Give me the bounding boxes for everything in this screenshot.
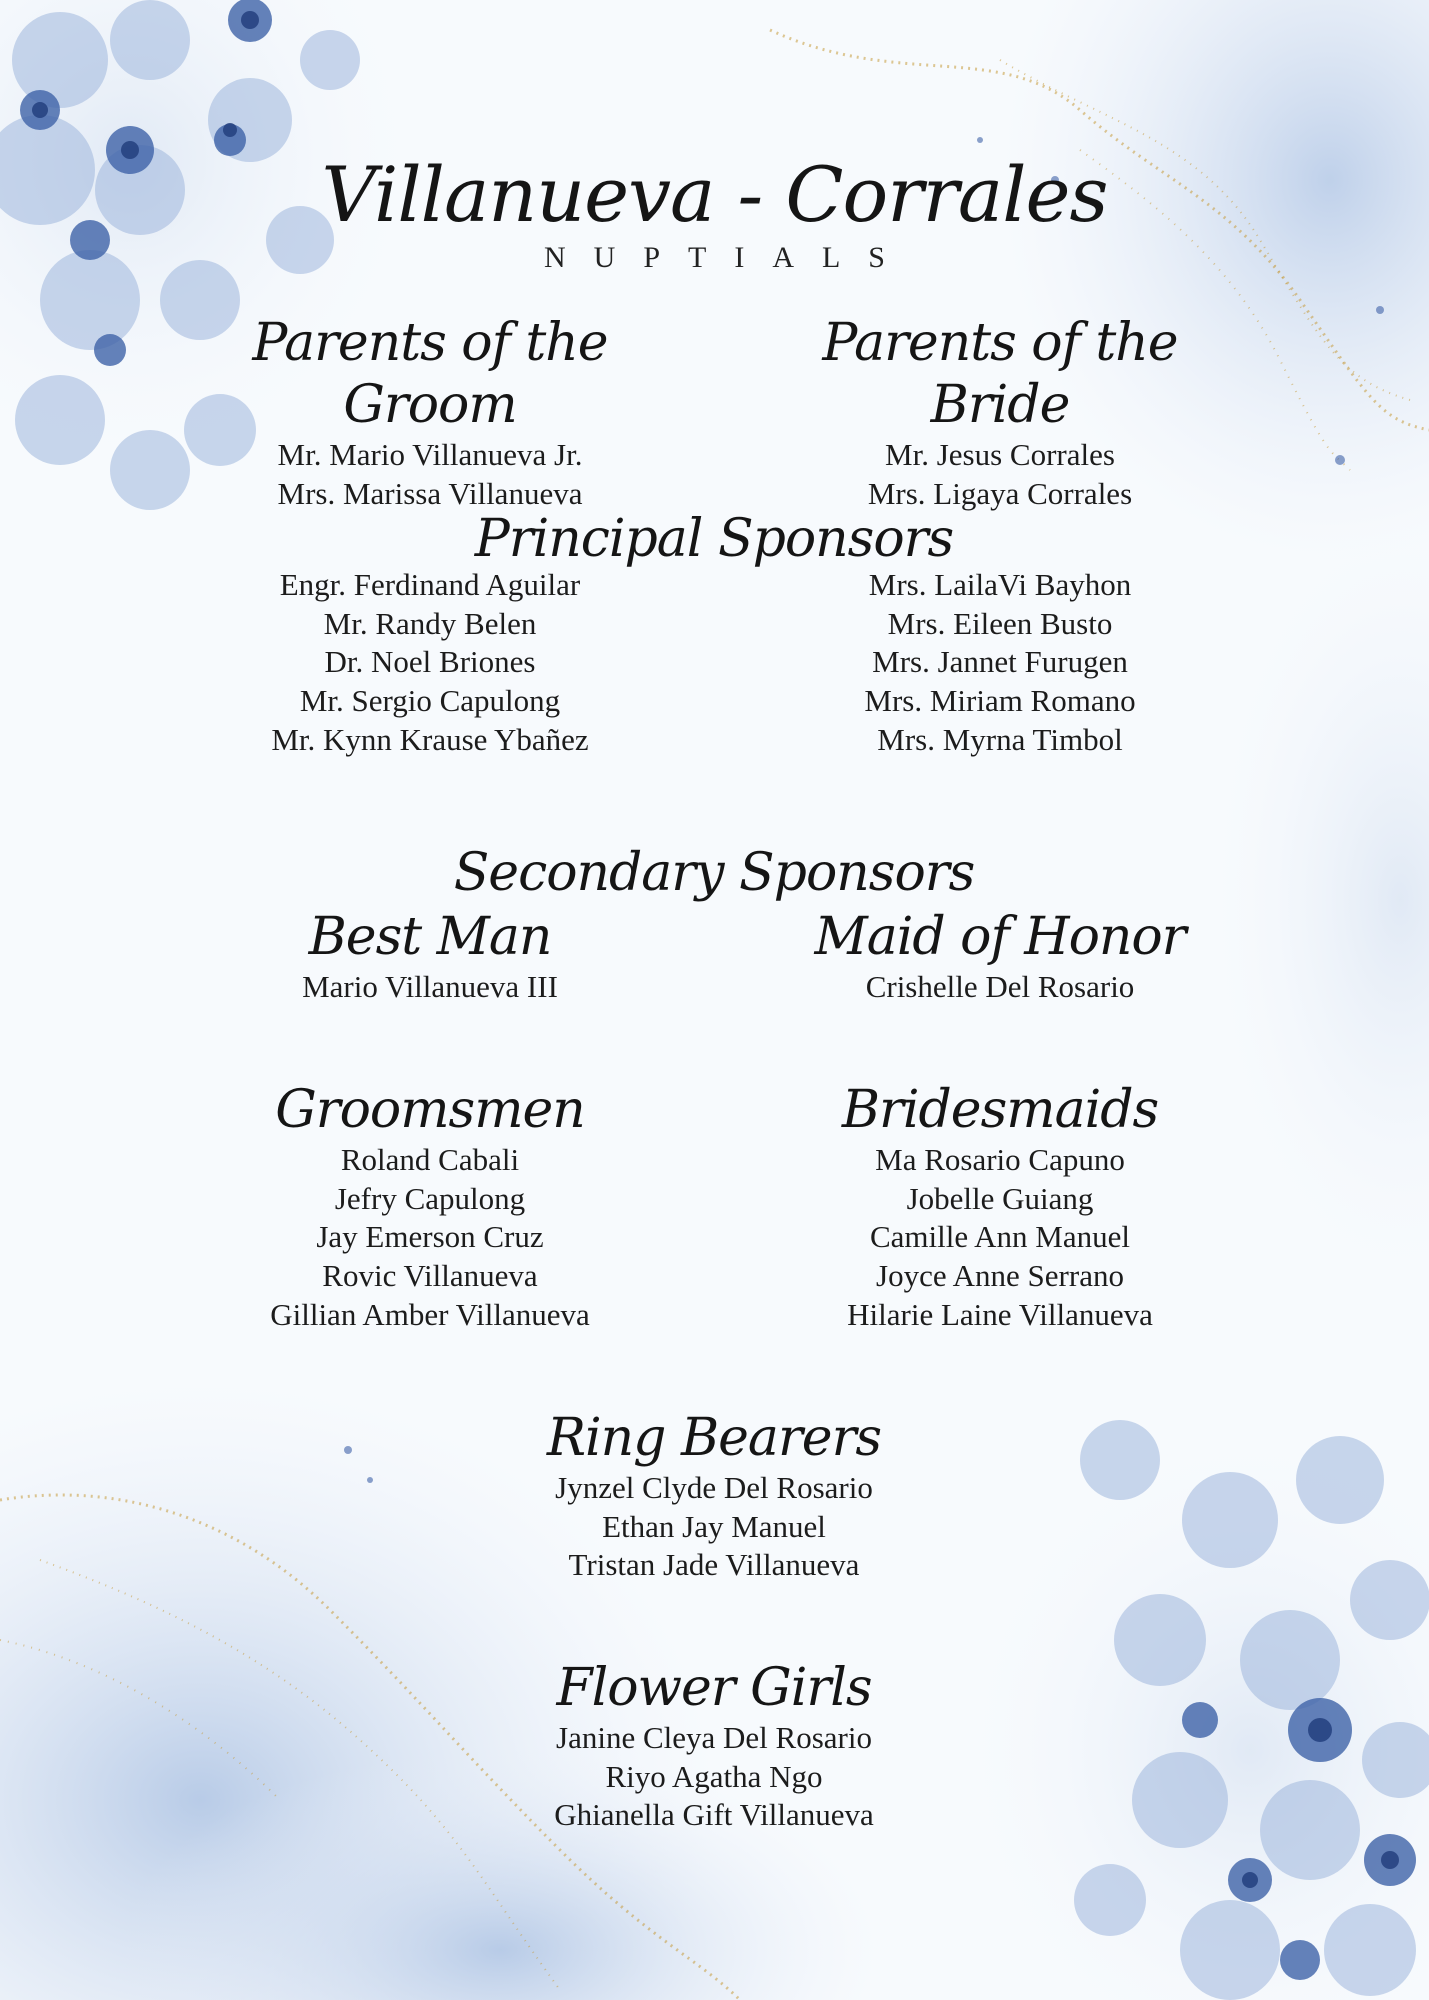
name: Jay Emerson Cruz	[316, 1219, 544, 1255]
name: Jobelle Guiang	[906, 1180, 1094, 1216]
principal-sponsors-right-list	[770, 566, 1230, 760]
name: Gillian Amber Villanueva	[270, 1296, 590, 1332]
name: Ghianella Gift Villanueva	[554, 1797, 874, 1833]
name: Mr. Mario Villanueva Jr.	[277, 437, 583, 472]
name: Mrs. Ligaya Corrales	[867, 475, 1133, 511]
name: Mrs. Eileen Busto	[887, 605, 1113, 641]
name: Mrs. Marissa Villanueva	[277, 475, 583, 511]
secondary-sponsors-heading-block	[314, 842, 1114, 904]
ring-bearers-section	[314, 1407, 1114, 1585]
name: Ma Rosario Capuno	[875, 1142, 1125, 1177]
principal-sponsors-heading-block	[314, 508, 1114, 570]
name: Janine Cleya Del Rosario	[556, 1720, 872, 1755]
groomsmen-section	[200, 1079, 660, 1335]
name: Ethan Jay Manuel	[602, 1508, 826, 1544]
name: Mrs. LailaVi Bayhon	[868, 567, 1132, 602]
name: Jynzel Clyde Del Rosario	[555, 1470, 873, 1505]
nuptials-subtitle: NUPTIALS	[543, 241, 913, 274]
groomsmen-heading: Groomsmen	[275, 1080, 585, 1140]
name: Mr. Kynn Krause Ybañez	[271, 721, 589, 757]
name: Camille Ann Manuel	[869, 1219, 1131, 1255]
name: Engr. Ferdinand Aguilar	[279, 567, 581, 602]
name: Rovic Villanueva	[322, 1258, 538, 1294]
name: Joyce Anne Serrano	[876, 1258, 1124, 1294]
name: Mr. Sergio Capulong	[299, 683, 561, 719]
best-man-heading: Best Man	[308, 907, 552, 967]
name: Mrs. Myrna Timbol	[877, 721, 1123, 757]
parents-of-groom-section	[200, 312, 660, 513]
bridesmaids-section	[770, 1079, 1230, 1335]
name: Mr. Jesus Corrales	[885, 437, 1115, 472]
best-man-section	[200, 906, 660, 1007]
name: Roland Cabali	[340, 1142, 520, 1177]
maid-of-honor-heading: Maid of Honor	[814, 907, 1186, 967]
name: Mr. Randy Belen	[323, 605, 537, 641]
name: Mrs. Jannet Furugen	[872, 644, 1128, 680]
flower-girls-section	[314, 1657, 1114, 1835]
parents-of-bride-heading: Parents of the Bride	[822, 313, 1178, 435]
parents-of-bride-names	[770, 436, 1230, 513]
secondary-sponsors-heading: Secondary Sponsors	[453, 843, 975, 903]
parents-of-groom-names	[200, 436, 660, 513]
flower-girls-heading: Flower Girls	[556, 1658, 872, 1718]
name: Jefry Capulong	[334, 1180, 526, 1216]
parents-of-groom-heading: Parents of the Groom	[252, 313, 608, 435]
name: Crishelle Del Rosario	[865, 969, 1135, 1004]
name: Tristan Jade Villanueva	[568, 1547, 860, 1583]
couple-title: Villanueva - Corrales	[321, 150, 1108, 239]
name: Hilarie Laine Villanueva	[847, 1296, 1153, 1332]
bridesmaids-heading: Bridesmaids	[841, 1080, 1159, 1140]
principal-sponsors-heading: Principal Sponsors	[474, 509, 954, 569]
principal-sponsors-left-list	[200, 566, 660, 760]
name: Mrs. Miriam Romano	[864, 683, 1136, 719]
name: Dr. Noel Briones	[324, 644, 536, 680]
parents-of-bride-section	[770, 312, 1230, 513]
name: Riyo Agatha Ngo	[605, 1758, 823, 1794]
ring-bearers-heading: Ring Bearers	[546, 1408, 882, 1468]
name: Mario Villanueva III	[302, 969, 558, 1004]
maid-of-honor-section	[770, 906, 1230, 1007]
